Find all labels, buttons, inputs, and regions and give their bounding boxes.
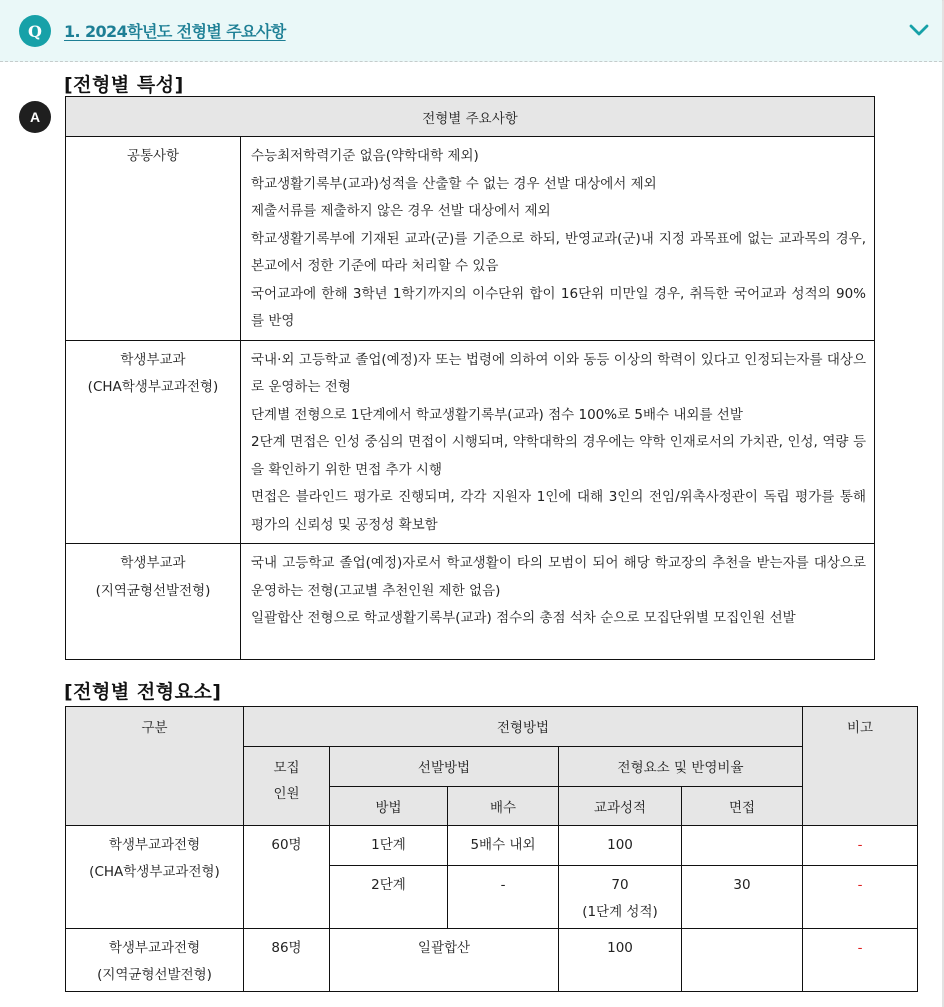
question-title-link[interactable]: 1. 2024학년도 전형별 주요사항 <box>64 22 286 41</box>
header-grades: 교과성적 <box>559 787 682 826</box>
stage-cell: 2단계 <box>330 866 448 929</box>
category-sublabel: (지역균형선발전형) <box>97 967 212 983</box>
description-line: 2단계 면접은 인성 중심의 면접이 시행되며, 약학대학의 경우에는 약학 인재로서의 가치관, 인성, 역량 등을 확인하기 위한 면접 추가 시행 <box>251 434 866 478</box>
characteristics-table <box>65 96 875 660</box>
header-multiple: 배수 <box>448 787 559 826</box>
description-line: 학교생활기록부에 기재된 교과(군)를 기준으로 하되, 반영교과(군)내 지정 과목표에 없는 교과목의 경우, 본교에서 정한 기준에 따라 처리할 수 있음 <box>251 230 866 274</box>
table-row <box>66 137 875 341</box>
table-header: 전형별 주요사항 <box>66 97 875 137</box>
description-line: 제출서류를 제출하지 않은 경우 선발 대상에서 제외 <box>251 203 551 219</box>
category-cell <box>66 544 241 660</box>
method-cell: 일괄합산 <box>330 929 559 992</box>
category-cell <box>66 826 244 929</box>
stage-cell: 1단계 <box>330 826 448 866</box>
grades-value: 70 <box>611 877 629 893</box>
interview-cell <box>682 929 803 992</box>
category-label: 공통사항 <box>126 148 180 164</box>
quota-cell: 86명 <box>244 929 330 992</box>
table-row <box>66 929 918 992</box>
category-sublabel: (지역균형선발전형) <box>95 582 211 599</box>
table-row <box>66 544 875 660</box>
description-line: 일괄합산 전형으로 학교생활기록부(교과) 점수의 총점 석차 순으로 모집단위별 모집인원 선발 <box>251 610 796 626</box>
description-line: 국내 고등학교 졸업(예정)자로서 학교생활이 타의 모범이 되어 해당 학교장의 추천을 받는자를 대상으로 운영하는 전형(고교별 추천인원 제한 없음) <box>251 555 866 599</box>
category-sublabel: (CHA학생부교과전형) <box>89 864 220 880</box>
header-method: 전형방법 <box>244 707 803 747</box>
interview-cell <box>682 826 803 866</box>
category-label: 학생부교과 <box>120 555 186 571</box>
description-line: 수능최저학력기준 없음(약학대학 제외) <box>251 148 479 164</box>
remark-cell: - <box>803 866 918 929</box>
grades-cell: 100 <box>559 929 682 992</box>
header-selection: 선발방법 <box>330 747 559 787</box>
section-title-characteristics: [전형별 특성] <box>64 74 184 96</box>
category-cell <box>66 340 241 544</box>
description-line: 국내·외 고등학교 졸업(예정)자 또는 법령에 의하여 이와 동등 이상의 학력이 있다고 인정되는자를 대상으로 운영하는 전형 <box>251 351 866 395</box>
description-cell <box>241 544 875 660</box>
grades-cell: 100 <box>559 826 682 866</box>
grades-cell <box>559 866 682 929</box>
quota-cell: 60명 <box>244 826 330 929</box>
category-cell <box>66 137 241 341</box>
header-quota <box>244 747 330 826</box>
description-line: 단계별 전형으로 1단계에서 학교생활기록부(교과) 점수 100%로 5배수 내외를 선발 <box>251 406 743 423</box>
multiple-cell: 5배수 내외 <box>448 826 559 866</box>
remark-cell: - <box>803 826 918 866</box>
interview-cell: 30 <box>682 866 803 929</box>
answer-badge-icon: A <box>19 101 51 133</box>
description-cell <box>241 340 875 544</box>
description-cell <box>241 137 875 341</box>
table-row <box>66 340 875 544</box>
description-line: 면접은 블라인드 평가로 진행되며, 각각 지원자 1인에 대해 3인의 전임/위촉사정관이 독립 평가를 통해 평가의 신뢰성 및 공정성 확보함 <box>251 489 866 533</box>
question-badge-icon: Q <box>19 15 51 47</box>
header-interview: 면접 <box>682 787 803 826</box>
chevron-down-icon[interactable] <box>908 22 930 38</box>
header-quota-line: 모집 <box>273 760 300 776</box>
header-remark: 비고 <box>803 707 918 826</box>
category-sublabel: (CHA학생부교과전형) <box>87 379 219 395</box>
category-label: 학생부교과전형 <box>108 940 201 956</box>
header-category: 구분 <box>66 707 244 826</box>
header-quota-line: 인원 <box>273 786 300 802</box>
category-label: 학생부교과전형 <box>108 837 201 853</box>
table-row <box>66 826 918 866</box>
header-elements: 전형요소 및 반영비율 <box>559 747 803 787</box>
elements-table <box>65 706 918 992</box>
description-line: 학교생활기록부(교과)성적을 산출할 수 없는 경우 선발 대상에서 제외 <box>251 175 657 192</box>
remark-cell: - <box>803 929 918 992</box>
header-how: 방법 <box>330 787 448 826</box>
multiple-cell: - <box>448 866 559 929</box>
category-cell <box>66 929 244 992</box>
category-label: 학생부교과 <box>120 351 186 368</box>
grades-note: (1단계 성적) <box>582 904 658 920</box>
faq-question-header[interactable] <box>0 0 942 62</box>
section-title-elements: [전형별 전형요소] <box>64 681 222 703</box>
description-line: 국어교과에 한해 3학년 1학기까지의 이수단위 합이 16단위 미만일 경우, 취득한 국어교과 성적의 90%를 반영 <box>251 285 866 329</box>
